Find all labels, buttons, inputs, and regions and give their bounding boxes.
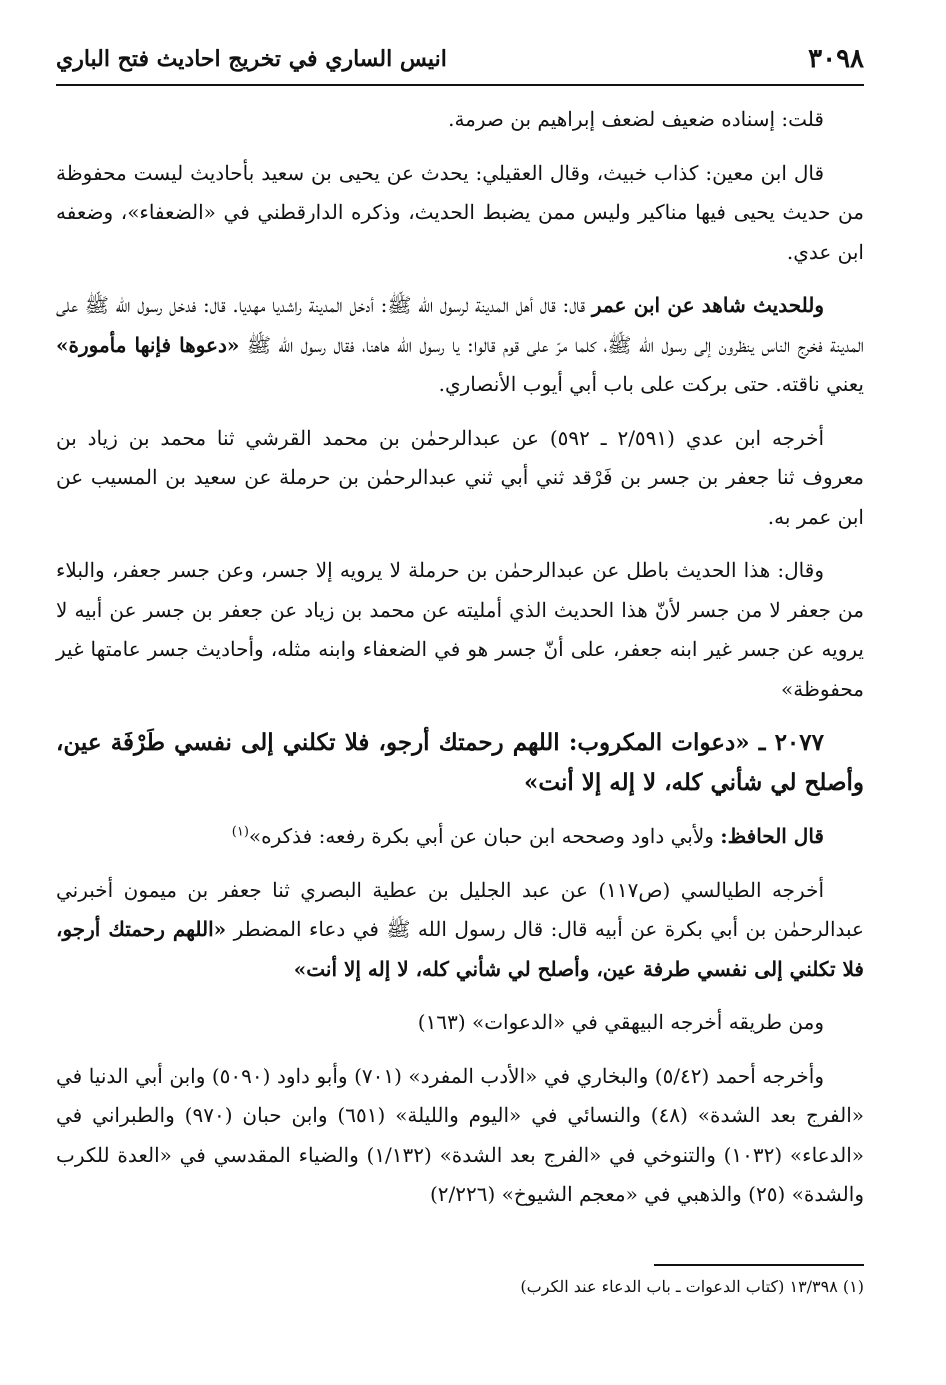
- paragraph: وقال: هذا الحديث باطل عن عبدالرحمٰن بن حرملة لا يرويه إلا جسر، وعن جسر جعفر، والبلاء من جعفر لا من جسر لأنّ هذا الحديث الذي أمليته عن محمد بن زياد عن جعفر بن جسر عن أبيه لا يرويه عن جسر غير ابنه جعفر، على أنّ جسر هو في الضعفاء وابنه مثله، وأحاديث جسر عامتها غير محفوظة»: [56, 558, 864, 701]
- footnote-divider: [654, 1264, 864, 1266]
- main-text: [56, 100, 864, 1229]
- paragraph: قال ابن معين: كذاب خبيث، وقال العقيلي: يحدث عن يحيى بن سعيد بأحاديث ليست محفوظة من حديث يحيى فيها مناكير وليس ممن يضبط الحديث، وذكره الدارقطني في «الضعفاء»، وضعفه ابن عدي.: [56, 160, 864, 264]
- bold-lead: وللحديث شاهد عن ابن عمر: [591, 293, 824, 317]
- paragraph: أخرجه الطيالسي (ص١١٧) عن عبد الجليل بن عطية البصري ثنا جعفر بن ميمون أخبرني عبدالرحمٰن بن أبي بكرة عن أبيه قال: قال رسول الله ﷺ في دعاء المضطر «اللهم رحمتك أرجو، فلا تكلني إلى نفسي طرفة عين، وأصلح لي شأني كله، لا إله إلا أنت»: [56, 877, 864, 981]
- paragraph: أخرجه ابن عدي (٢/٥٩١ ـ ٥٩٢) عن عبدالرحمٰن بن محمد القرشي ثنا محمد بن زياد بن معروف ثنا جعفر بن جسر بن فَرْقد ثني أبي ثني عبدالرحمٰن بن حرملة عن سعيد بن المسيب عن ابن عمر به.: [56, 425, 864, 529]
- bold-quote: «دعوها فإنها مأمورة»: [56, 332, 240, 357]
- page-header: [56, 34, 864, 86]
- paragraph: ومن طريقه أخرجه البيهقي في «الدعوات» (١٦٣): [417, 1010, 824, 1034]
- footnote: (١) ١٣/٣٩٨ (كتاب الدعوات ـ باب الدعاء عند الكرب): [520, 1277, 864, 1296]
- hadith-heading: ٢٠٧٧ ـ «دعوات المكروب: اللهم رحمتك أرجو، فلا تكلني إلى نفسي طَرْفَة عين، وأصلح لي شأني كله، لا إله إلا أنت»: [56, 729, 864, 796]
- paragraph: وأخرجه أحمد (٥/٤٢) والبخاري في «الأدب المفرد» (٧٠١) وأبو داود (٥٠٩٠) وابن أبي الدنيا في «الفرج بعد الشدة» (٤٨) والنسائي في «اليوم والليلة» (٦٥١) وابن حبان (٩٧٠) والطبراني في «الدعاء» (١٠٣٢) والتنوخي في «الفرج بعد الشدة» (١/١٣٢) والضياء المقدسي في «العدة للكرب والشدة» (٢٥) والذهبي في «معجم الشيوخ» (٢/٢٢٦): [56, 1063, 864, 1206]
- paragraph: وللحديث شاهد عن ابن عمر قال: قال أهل المدينة لرسول الله ﷺ: أدخل المدينة راشديا مهديا. قال: فدخل رسول الله ﷺ على المدينة فخرج الناس ينظرون إلى رسول الله ﷺ، كلما مرّ على قوم قالوا: يا رسول الله هاهنا، فقال رسول الله ﷺ «دعوها فإنها مأمورة» يعني ناقته. حتى بركت على باب أبي أيوب الأنصاري.: [56, 293, 864, 396]
- paragraph: قلت: إسناده ضعيف لضعف إبراهيم بن صرمة.: [448, 107, 824, 131]
- footnote-marker: (١): [231, 824, 249, 840]
- bold-quote: «اللهم رحمتك أرجو، فلا تكلني إلى نفسي طرفة عين، وأصلح لي شأني كله، لا إله إلا أنت»: [56, 917, 864, 981]
- bold-lead: قال الحافظ:: [720, 824, 824, 848]
- paragraph: قال الحافظ: ولأبي داود وصححه ابن حبان عن أبي بكرة رفعه: فذكره»$^{(١)}$: [231, 824, 824, 848]
- page-number: ٣٠٩٨: [808, 44, 864, 74]
- running-title: انيس الساري في تخريج احاديث فتح الباري: [56, 46, 447, 72]
